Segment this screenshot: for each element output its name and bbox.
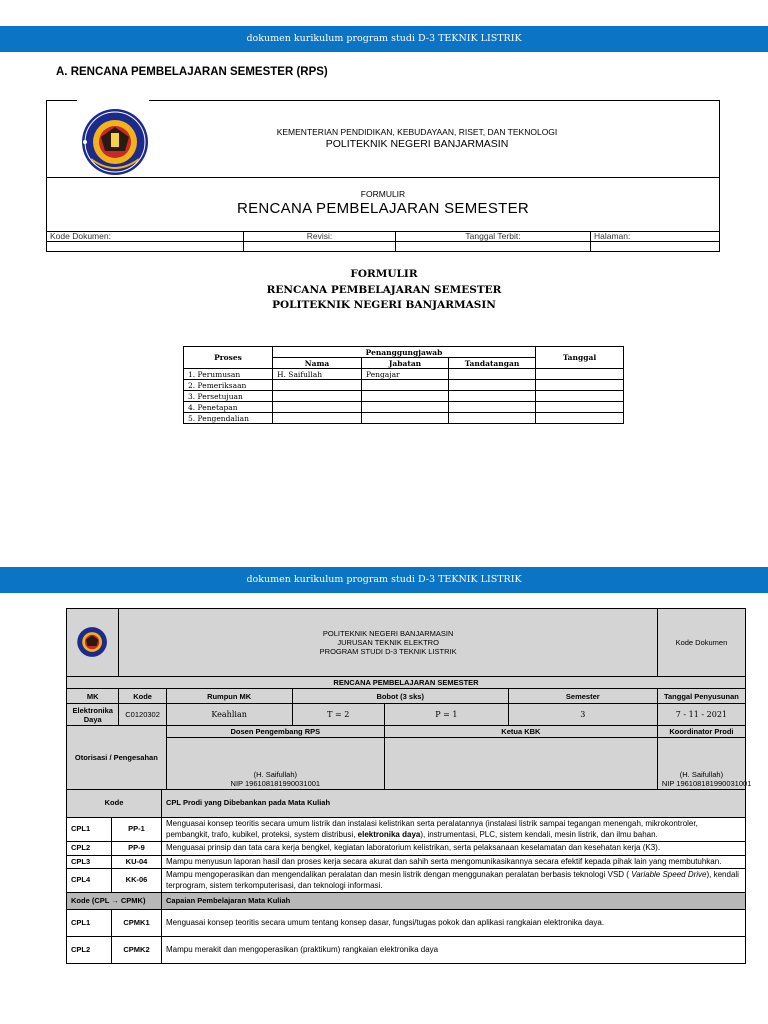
cpl-code: CPL2 (67, 842, 112, 856)
col-proses: Proses (184, 347, 273, 369)
row-proses: 4. Penetapan (184, 402, 273, 413)
header-tanggal: Tanggal Penyusunan (657, 689, 745, 704)
document-banner (0, 567, 768, 593)
poliban-logo (77, 107, 157, 177)
poliban-logo (75, 624, 111, 660)
rps-document (66, 608, 752, 964)
mk-value: Elektronika Daya (67, 704, 119, 726)
col-tanggal: Tanggal (536, 347, 624, 369)
bobot-t-value: T = 2 (292, 704, 384, 726)
document-banner (0, 26, 768, 52)
row-proses: 3. Persetujuan (184, 391, 273, 402)
cpmk-cpl-code: CPL1 (67, 910, 112, 937)
kode-dokumen-cell: Kode Dokumen (657, 609, 745, 677)
dosen-name: (H. Saifullah) (253, 770, 297, 779)
cpl-sub: KK-06 (112, 869, 162, 893)
row-proses: 5. Pengendalian (184, 413, 273, 424)
row-jabatan: Pengajar (362, 369, 449, 380)
header-kode: Kode (119, 689, 166, 704)
koordinator-name: (H. Saifullah) (679, 770, 724, 779)
kode-value: C0120302 (119, 704, 166, 726)
koordinator-label: Koordinator Prodi (657, 726, 745, 738)
col-penanggungjawab: Penanggungjawab (273, 347, 536, 358)
cpl-sub: PP-9 (112, 842, 162, 856)
meta-revisi: Revisi: (244, 232, 396, 242)
table-row (67, 855, 746, 869)
cpl-code: CPL3 (67, 855, 112, 869)
section-heading: A. RENCANA PEMBELAJARAN SEMESTER (RPS) (56, 66, 328, 78)
table-row (67, 869, 746, 893)
cpmk-text: Menguasai konsep teoritis secara umum tentang konsep dasar, fungsi/tugas pokok dan aplikasi rangkaian elektronika daya. (162, 910, 746, 937)
table-row (184, 380, 624, 391)
row-proses: 1. Perumusan (184, 369, 273, 380)
table-row (184, 391, 624, 402)
table-row (67, 842, 746, 856)
cpmk-code: CPMK1 (112, 910, 162, 937)
header-bobot: Bobot (3 sks) (292, 689, 508, 704)
col-jabatan: Jabatan (362, 358, 449, 369)
tanggal-value: 7 - 11 - 2021 (657, 704, 745, 726)
rumpun-value: Keahlian (166, 704, 292, 726)
dosen-signature (166, 738, 384, 790)
document-title: RENCANA PEMBELAJARAN SEMESTER (236, 200, 530, 217)
rps-title-cell: RENCANA PEMBELAJARAN SEMESTER (67, 677, 746, 689)
cpl-text: Menguasai prinsip dan tata cara kerja bengkel, kegiatan laboratorium kelistrikan, serta pelaksanaan keselamatan dan kesehatan kerja (K3). (162, 842, 746, 856)
cpl-kode-header: Kode (67, 790, 162, 818)
institution-name: POLITEKNIK NEGERI BANJARMASIN (325, 138, 509, 150)
logo-cell (67, 609, 119, 677)
cpl-text: Mampu menyusun laporan hasil dan proses kerja secara akurat dan sahih serta mengomunikasikannya secara efektif kepada pihak lain yang membutuhkan. (162, 855, 746, 869)
cpl-text: Menguasai konsep teoritis secara umum listrik dan instalasi kelistrikan serta peralatannya (instalasi listrik sampai tegangan menengah, mikrokontroler, pembangkit, trafo, kubikel, proteksi, system distribusi, elektronika daya), instrumentasi, PLC, sistem kendali, mesin listrik, dan ilmu bahan. (162, 818, 746, 842)
semester-value: 3 (508, 704, 657, 726)
inst-line1: POLITEKNIK NEGERI BANJARMASIN (322, 629, 454, 638)
cpl-code: CPL4 (67, 869, 112, 893)
table-row (184, 402, 624, 413)
inst-line3: PROGRAM STUDI D-3 TEKNIK LISTRIK (319, 647, 457, 656)
row-proses: 2. Pemeriksaan (184, 380, 273, 391)
table-row (67, 818, 746, 842)
ketua-kbk-label: Ketua KBK (384, 726, 657, 738)
institution-cell (119, 609, 657, 677)
cpl-text: Mampu mengoperasikan dan mengendalikan peralatan dan mesin listrik dengan menggunakan peralatan berbasis teknologi VSD ( Variable Speed Drive), kendali terprogram, sistem terkomputerisasi, dan teknologi informasi. (162, 869, 746, 893)
center-title-rps: RENCANA PEMBELAJARAN SEMESTER (266, 284, 502, 296)
cpl-table (66, 789, 746, 964)
row-nama: H. Saifullah (273, 369, 362, 380)
ketua-kbk-signature (384, 738, 657, 790)
ministry-name: KEMENTERIAN PENDIDIKAN, KEBUDAYAAN, RISET, DAN TEKNOLOGI (276, 127, 558, 137)
divider (47, 177, 719, 178)
koordinator-signature (657, 738, 752, 790)
banner-text: dokumen kurikulum program studi D-3 TEKNIK LISTRIK (246, 574, 522, 585)
document-header-box (46, 100, 720, 252)
col-tandatangan: Tandatangan (449, 358, 536, 369)
rps-header-table (66, 608, 752, 790)
bobot-p-value: P = 1 (384, 704, 508, 726)
meta-kode-dokumen: Kode Dokumen: (47, 232, 244, 242)
meta-tanggal-terbit: Tanggal Terbit: (396, 232, 591, 242)
cpl-header: CPL Prodi yang Dibebankan pada Mata Kuliah (162, 790, 746, 818)
cpmk-kode-header: Kode (CPL → CPMK) (67, 893, 162, 910)
otorisasi-label: Otorisasi / Pengesahan (67, 726, 167, 790)
cpl-sub: KU-04 (112, 855, 162, 869)
header-semester: Semester (508, 689, 657, 704)
cpl-code: CPL1 (67, 818, 112, 842)
table-row (184, 369, 624, 380)
cpmk-cpl-code: CPL2 (67, 937, 112, 964)
dosen-nip: NIP 196108181990031001 (230, 779, 321, 788)
meta-halaman: Halaman: (591, 232, 720, 242)
center-title-institution: POLITEKNIK NEGERI BANJARMASIN (272, 299, 496, 311)
col-nama: Nama (273, 358, 362, 369)
header-rumpun: Rumpun MK (166, 689, 292, 704)
cpmk-code: CPMK2 (112, 937, 162, 964)
table-row (67, 910, 746, 937)
dosen-label: Dosen Pengembang RPS (166, 726, 384, 738)
banner-text: dokumen kurikulum program studi D-3 TEKNIK LISTRIK (246, 33, 522, 44)
header-mk: MK (67, 689, 119, 704)
inst-line2: JURUSAN TEKNIK ELEKTRO (337, 638, 439, 647)
cpmk-text: Mampu merakit dan mengoperasikan (praktikum) rangkaian elektronika daya (162, 937, 746, 964)
table-row (184, 413, 624, 424)
cpmk-header: Capaian Pembelajaran Mata Kuliah (162, 893, 746, 910)
approval-table (183, 346, 624, 424)
table-row (67, 937, 746, 964)
document-meta-table (47, 231, 719, 251)
koordinator-nip: NIP 196108181990031001 (661, 779, 752, 788)
cpl-sub: PP-1 (112, 818, 162, 842)
formulir-label: FORMULIR (360, 189, 406, 199)
center-title-formulir: FORMULIR (350, 268, 418, 280)
